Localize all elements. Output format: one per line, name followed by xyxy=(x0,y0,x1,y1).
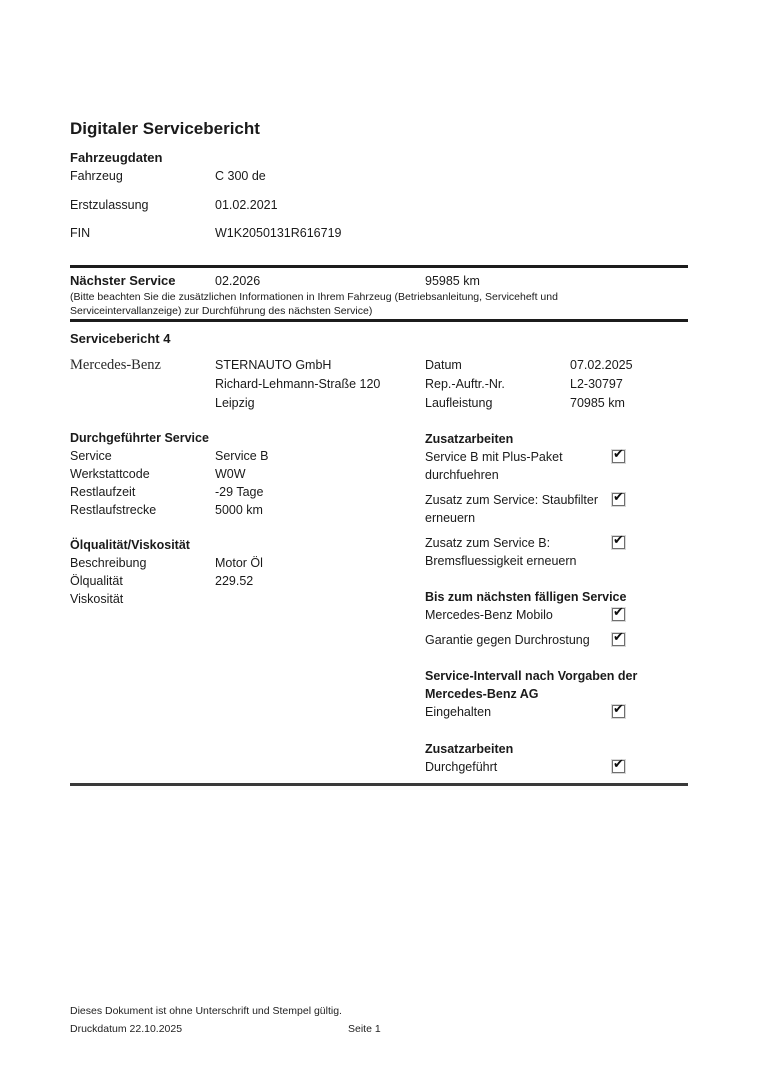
table-row xyxy=(70,574,253,589)
next-service-label: Nächster Service xyxy=(70,273,176,288)
section-heading-fahrzeugdaten: Fahrzeugdaten xyxy=(70,150,163,165)
checkbox-durchrostung[interactable] xyxy=(612,630,625,646)
check-icon: ✔ xyxy=(613,757,624,772)
checklist-item-label: Zusatz zum Service B: Bremsfluessigkeit erneuern xyxy=(425,536,577,568)
row-value: 70985 km xyxy=(570,396,625,410)
checkbox-plus-paket[interactable] xyxy=(612,447,625,463)
table-row xyxy=(70,169,266,184)
footer-page-number: Seite 1 xyxy=(348,1023,381,1035)
row-value: 229.52 xyxy=(215,574,254,588)
row-label: Restlaufstrecke xyxy=(70,503,157,517)
dealer-address xyxy=(215,356,380,413)
next-service-date: 02.2026 xyxy=(215,274,261,288)
section-heading-zusatzarbeiten: Zusatzarbeiten xyxy=(425,432,514,446)
check-icon: ✔ xyxy=(613,630,624,645)
checklist-item-label: Eingehalten xyxy=(425,705,492,719)
divider-bar-top xyxy=(70,265,688,268)
checklist-item-label: Zusatz zum Service: Staubfilter erneuern xyxy=(425,493,598,525)
list-item xyxy=(425,534,630,570)
row-value: -29 Tage xyxy=(215,485,264,499)
table-row xyxy=(70,467,246,482)
meta-row-auftrag xyxy=(425,375,623,394)
check-icon: ✔ xyxy=(613,490,624,505)
row-label: Beschreibung xyxy=(70,556,147,570)
table-row xyxy=(70,198,278,213)
row-label: Erstzulassung xyxy=(70,198,149,212)
table-row xyxy=(70,592,215,607)
list-item xyxy=(425,758,630,776)
row-label: Rep.-Auftr.-Nr. xyxy=(425,377,505,391)
row-value: W1K2050131R616719 xyxy=(215,226,342,240)
row-label: Viskosität xyxy=(70,592,124,606)
list-item xyxy=(425,703,630,721)
check-icon: ✔ xyxy=(613,447,624,462)
next-service-note: (Bitte beachten Sie die zusätzlichen Informationen in Ihrem Fahrzeug (Betriebsanleitung, Serviceheft und Serviceintervallanzeige) zur Durchführung des nächsten Service) xyxy=(70,291,558,317)
checklist-item-label: Service B mit Plus-Paket durchfuehren xyxy=(425,450,563,482)
meta-row-datum xyxy=(425,356,633,375)
row-label: Laufleistung xyxy=(425,396,493,410)
list-item xyxy=(425,606,630,624)
row-label: Restlaufzeit xyxy=(70,485,136,499)
footer-printdate: Druckdatum 22.10.2025 xyxy=(70,1023,183,1035)
row-label: Ölqualität xyxy=(70,574,123,588)
row-label: Datum xyxy=(425,358,462,372)
check-icon: ✔ xyxy=(613,702,624,717)
row-value: L2-30797 xyxy=(570,377,623,391)
row-label: Service xyxy=(70,449,112,463)
row-value: 01.02.2021 xyxy=(215,198,278,212)
dealer-city: Leipzig xyxy=(215,396,255,410)
meta-row-laufleistung xyxy=(425,394,625,413)
footer-validity-text: Dieses Dokument ist ohne Unterschrift und Stempel gültig. xyxy=(70,1005,342,1017)
row-value: 07.02.2025 xyxy=(570,358,633,372)
row-value: W0W xyxy=(215,467,246,481)
divider-bar-bottom xyxy=(70,319,688,322)
row-label: Werkstattcode xyxy=(70,467,150,481)
section-heading-oelqualitaet: Ölqualität/Viskosität xyxy=(70,538,190,552)
table-row xyxy=(70,556,263,571)
row-value: C 300 de xyxy=(215,169,266,183)
checklist-item-label: Garantie gegen Durchrostung xyxy=(425,633,590,647)
dealer-street: Richard-Lehmann-Straße 120 xyxy=(215,377,381,391)
page-title: Digitaler Servicebericht xyxy=(70,119,260,138)
table-row xyxy=(70,226,342,241)
row-label: Fahrzeug xyxy=(70,169,123,183)
checklist-item-label: Mercedes-Benz Mobilo xyxy=(425,608,553,622)
row-label: FIN xyxy=(70,226,91,240)
mercedes-benz-wordmark: Mercedes-Benz xyxy=(70,357,161,373)
table-row xyxy=(70,485,263,500)
section-heading-service-intervall: Service-Intervall nach Vorgaben der Mercedes-Benz AG xyxy=(425,669,638,701)
checklist-item-label: Durchgeführt xyxy=(425,760,498,774)
checkbox-durchgefuehrt[interactable] xyxy=(612,757,625,773)
checkbox-staubfilter[interactable] xyxy=(612,490,625,506)
list-item xyxy=(425,448,630,484)
table-row xyxy=(70,449,269,464)
next-service-row xyxy=(70,273,480,289)
row-value: 5000 km xyxy=(215,503,263,517)
checkbox-eingehalten[interactable] xyxy=(612,702,625,718)
section-heading-bis-naechster-service: Bis zum nächsten fälligen Service xyxy=(425,590,627,604)
row-value: Motor Öl xyxy=(215,556,263,570)
row-value: Service B xyxy=(215,449,269,463)
next-service-km: 95985 km xyxy=(425,274,480,288)
check-icon: ✔ xyxy=(613,533,624,548)
checkbox-bremsfluessigkeit[interactable] xyxy=(612,533,625,549)
section-heading-durchgefuehrter-service: Durchgeführter Service xyxy=(70,431,209,445)
check-icon: ✔ xyxy=(613,605,624,620)
divider-bar-end xyxy=(70,783,688,786)
section-heading-zusatzarbeiten-2: Zusatzarbeiten xyxy=(425,742,514,756)
section-heading-servicebericht: Servicebericht 4 xyxy=(70,331,171,346)
list-item xyxy=(425,631,630,649)
dealer-name: STERNAUTO GmbH xyxy=(215,358,332,372)
table-row xyxy=(70,503,263,518)
checkbox-mobilo[interactable] xyxy=(612,605,625,621)
list-item xyxy=(425,491,630,527)
